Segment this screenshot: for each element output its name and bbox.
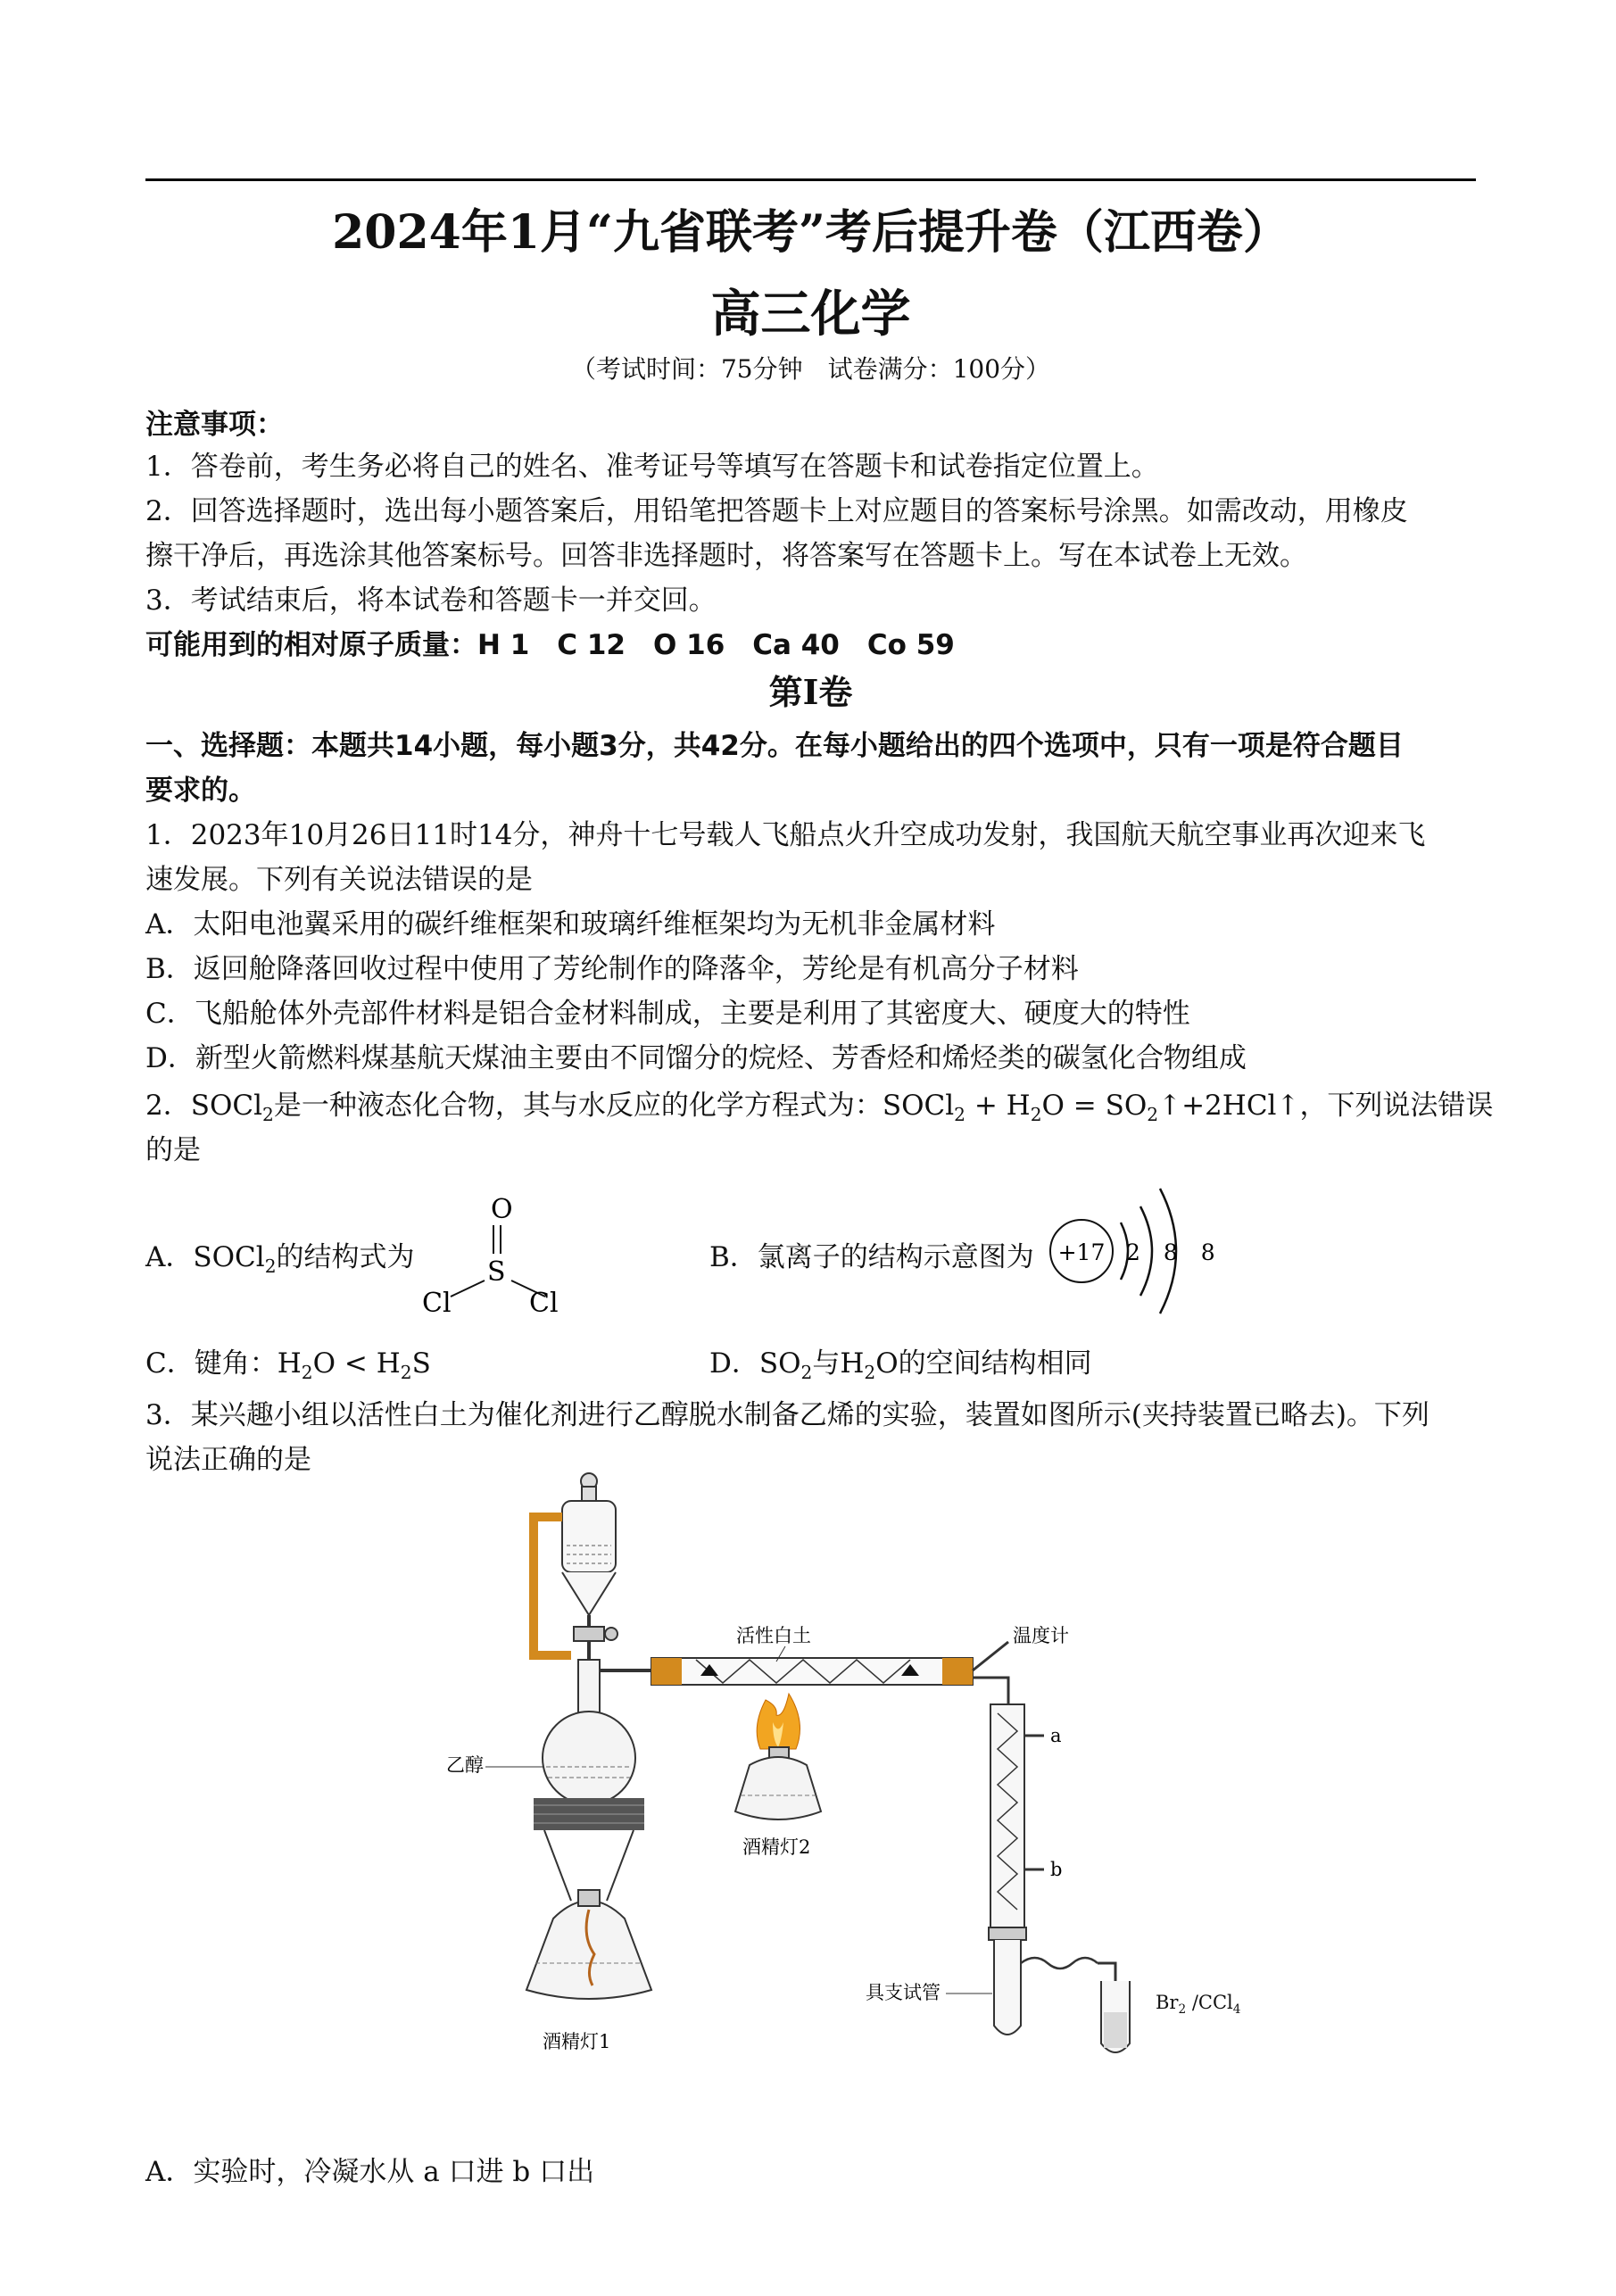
formula-socl2: SOCl$_2$ xyxy=(190,1090,274,1126)
q3-stem-cont: 说法正确的是 xyxy=(145,1444,311,1476)
atom-o: O xyxy=(491,1194,513,1225)
socl2-structure-diagram xyxy=(415,1182,576,1319)
atom-s: S xyxy=(487,1256,506,1288)
q2-option-d: D．$SO_2$与$H_2O$的空间结构相同 xyxy=(709,1347,1092,1384)
q2-stem-cont: 的是 xyxy=(145,1134,201,1166)
exam-info: （考试时间：75分钟 试卷满分：100分） xyxy=(570,354,1051,384)
alcohol-lamp-2 xyxy=(735,1694,821,1819)
single-bond xyxy=(451,1281,485,1297)
atom-cl: Cl xyxy=(529,1288,559,1319)
q2-option-c: C．键角：$H_2O < H_2S$ xyxy=(145,1347,431,1384)
q1-stem: 1．2023年10月26日11时14分，神舟十七号载人飞船点火升空成功发射，我国航天航空事业再次迎来飞 xyxy=(145,819,1426,851)
notice-item-1: 1．答卷前，考生务必将自己的姓名、准考证号等填写在答题卡和试卷指定位置上。 xyxy=(145,451,1159,483)
notice-heading: 注意事项： xyxy=(145,409,284,441)
q3-stem: 3．某兴趣小组以活性白土为催化剂进行乙醇脱水制备乙烯的实验，装置如图所示(夹持装置已略去)。下列 xyxy=(145,1399,1430,1431)
q2-option-b: B．氯离子的结构示意图为 xyxy=(709,1241,1034,1273)
part1-instruction-cont: 要求的。 xyxy=(145,775,256,807)
side-arm-test-tube xyxy=(989,1927,1115,2035)
separatory-funnel xyxy=(562,1473,617,1660)
label-catalyst: 活性白土 xyxy=(736,1625,811,1646)
bond-angle-comparison: $H_2O < H_2S$ xyxy=(277,1347,431,1384)
atomic-masses: 可能用到的相对原子质量：H 1 C 12 O 16 Ca 40 Co 59 xyxy=(145,629,955,661)
reaction-equation: SOCl$_2$ + $H_2O$ = $SO_2↑+2HCl↑$ xyxy=(882,1090,1300,1126)
condenser xyxy=(990,1704,1044,1927)
shell-electrons: 2 8 8 xyxy=(1126,1239,1223,1265)
reaction-tube xyxy=(600,1658,973,1685)
q2-number: 2． xyxy=(145,1090,191,1122)
label-thermometer: 温度计 xyxy=(1013,1625,1069,1646)
exam-subject: 高三化学 xyxy=(710,285,911,344)
q1-stem-cont: 速发展。下列有关说法错误的是 xyxy=(145,864,533,896)
q2-stem-text: 是一种液态化合物，其与水反应的化学方程式为： xyxy=(273,1090,883,1122)
nuclear-charge: +17 xyxy=(1057,1239,1106,1265)
volume-heading: 第Ⅰ卷 xyxy=(768,672,853,712)
q1-option-d: D．新型火箭燃料煤基航天煤油主要由不同馏分的烷烃、芳香烃和烯烃类的碳氢化合物组成 xyxy=(145,1042,1247,1074)
ethylene-apparatus-figure xyxy=(428,1463,1196,2061)
label-ethanol: 乙醇 xyxy=(446,1754,484,1776)
label-side-tube: 具支试管 xyxy=(866,1982,941,2003)
q2-option-a: A．SOCl$_2$的结构式为 xyxy=(145,1241,415,1278)
q1-option-c: C．飞船舱体外壳部件材料是铝合金材料制成，主要是利用了其密度大、硬度大的特性 xyxy=(145,998,1190,1030)
exam-title: 2024年1月“九省联考”考后提升卷（江西卷） xyxy=(332,205,1289,260)
label-port-b: b xyxy=(1050,1859,1063,1880)
q1-option-a: A．太阳电池翼采用的碳纤维框架和玻璃纤维框架均为无机非金属材料 xyxy=(145,908,996,941)
notice-item-2-cont: 擦干净后，再选涂其他答案标号。回答非选择题时，将答案写在答题卡上。写在本试卷上无效。 xyxy=(145,540,1307,572)
q1-option-b: B．返回舱降落回收过程中使用了芳纶制作的降落伞，芳纶是有机高分子材料 xyxy=(145,953,1079,985)
q2-stem-suffix: ，下列说法错误 xyxy=(1299,1090,1494,1122)
round-bottom-flask xyxy=(534,1660,644,1830)
q2-stem xyxy=(145,1082,1494,1126)
label-lamp1: 酒精灯1 xyxy=(543,2031,611,2052)
bromine-test-tube xyxy=(1101,1981,1130,2052)
formula-socl2: SOCl$_2$ xyxy=(193,1241,277,1278)
part1-instruction: 一、选择题：本题共14小题，每小题3分，共42分。在每小题给出的四个选项中，只有一项是符合题目 xyxy=(145,730,1404,762)
label-lamp2: 酒精灯2 xyxy=(742,1836,811,1858)
q3-option-a: A．实验时，冷凝水从 a 口进 b 口出 xyxy=(145,2156,595,2188)
notice-item-2: 2．回答选择题时，选出每小题答案后，用铅笔把答题卡上对应题目的答案标号涂黑。如需改动，用橡皮 xyxy=(145,495,1408,527)
chloride-ion-diagram xyxy=(1044,1178,1223,1321)
label-port-a: a xyxy=(1050,1725,1062,1746)
label-bromine: $Br_2$ /CCl$_4$ xyxy=(1156,1992,1241,2018)
atom-cl: Cl xyxy=(422,1288,452,1319)
notice-item-3: 3．考试结束后，将本试卷和答题卡一并交回。 xyxy=(145,584,717,617)
header-rule xyxy=(145,178,1476,181)
alcohol-lamp-1 xyxy=(526,1890,651,1999)
